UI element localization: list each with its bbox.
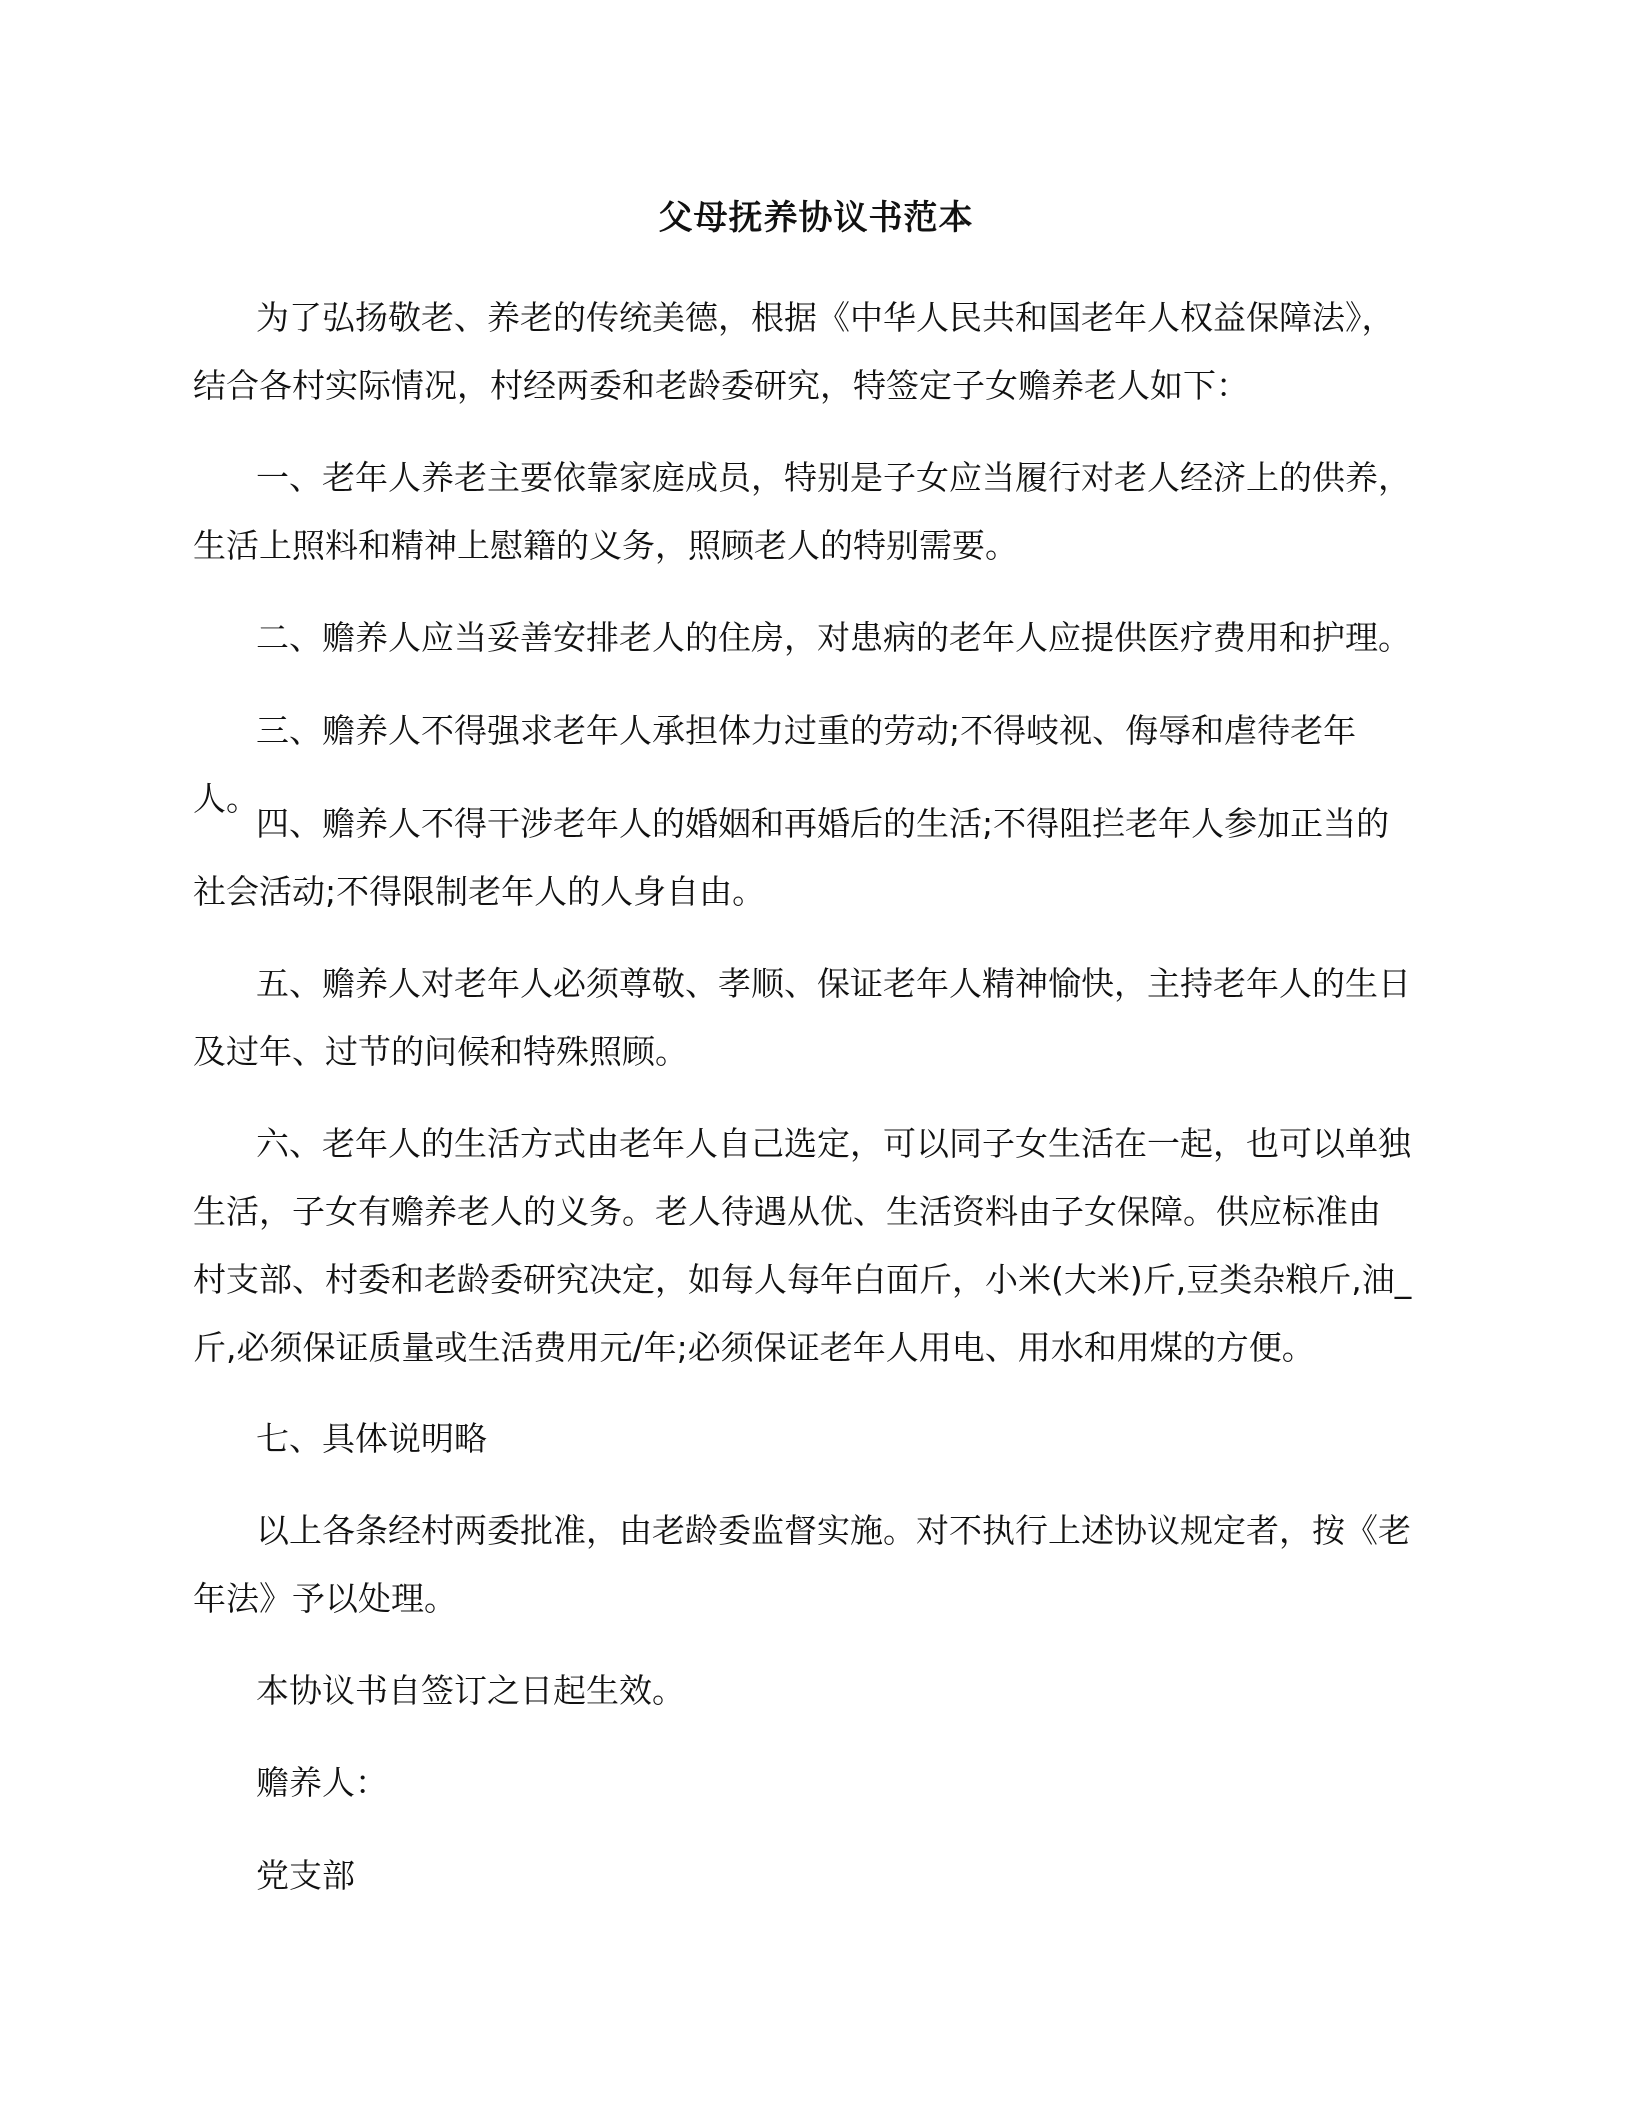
paragraph-article-3: 三、赡养人不得强求老年人承担体力过重的劳动;不得岐视、侮辱和虐待老年人。 bbox=[193, 711, 1357, 818]
paragraph-article-2: 二、赡养人应当妥善安排老人的住房，对患病的老年人应提供医疗费用和护理。 bbox=[256, 618, 1411, 657]
paragraph-article-7: 七、具体说明略 bbox=[256, 1419, 487, 1458]
paragraph-article-1: 一、老年人养老主要依靠家庭成员，特别是子女应当履行对老人经济上的供养，生活上照料和精神上慰籍的义务，照顾老人的特别需要。 bbox=[193, 458, 1411, 565]
signature-supporter-label: 赡养人： bbox=[256, 1763, 388, 1802]
paragraph-article-4: 四、赡养人不得干涉老年人的婚姻和再婚后的生活;不得阻拦老年人参加正当的社会活动;不得限制老年人的人身自由。 bbox=[193, 804, 1390, 911]
paragraph-article-6: 六、老年人的生活方式由老年人自己选定，可以同子女生活在一起，也可以单独生活，子女有赡养老人的义务。老人待遇从优、生活资料由子女保障。供应标准由村支部、村委和老龄委研究决定，如每人每年白面斤，小米(大米)斤,豆类杂粮斤,油_斤,必须保证质量或生活费用元/年;必须保证老年人用电、用水和用煤的方便。 bbox=[193, 1124, 1412, 1367]
document-title: 父母抚养协议书范本 bbox=[658, 198, 974, 238]
signature-party-branch-label: 党支部 bbox=[256, 1856, 355, 1895]
paragraph-effective: 本协议书自签订之日起生效。 bbox=[256, 1671, 685, 1710]
paragraph-approval: 以上各条经村两委批准，由老龄委监督实施。对不执行上述协议规定者，按《老年法》予以处理。 bbox=[193, 1511, 1411, 1618]
paragraph-intro: 为了弘扬敬老、养老的传统美德，根据《中华人民共和国老年人权益保障法》，结合各村实际情况，村经两委和老龄委研究，特签定子女赡养老人如下： bbox=[193, 298, 1395, 405]
paragraph-article-5: 五、赡养人对老年人必须尊敬、孝顺、保证老年人精神愉快，主持老年人的生日及过年、过节的问候和特殊照顾。 bbox=[193, 964, 1411, 1071]
